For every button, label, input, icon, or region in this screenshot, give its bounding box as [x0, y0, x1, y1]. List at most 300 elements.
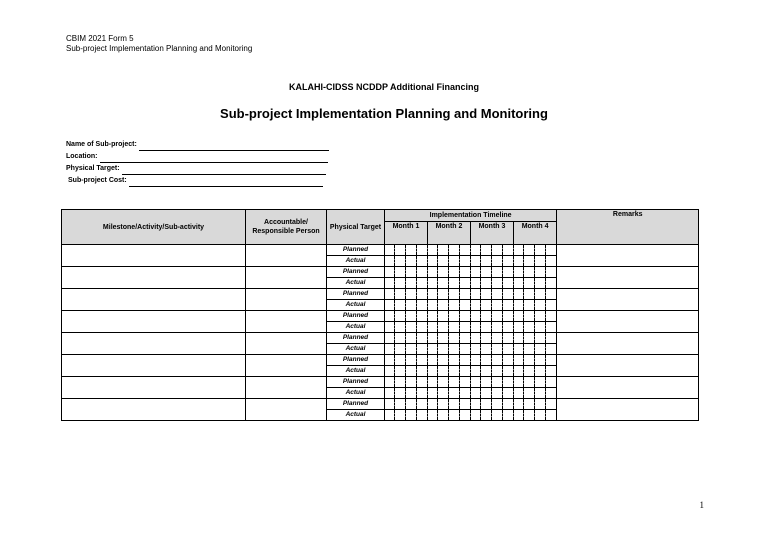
timeline-tick-actual[interactable] — [428, 410, 438, 421]
timeline-tick-planned[interactable] — [492, 245, 503, 256]
timeline-tick-planned[interactable] — [503, 377, 514, 388]
timeline-tick-actual[interactable] — [535, 256, 546, 267]
timeline-tick-planned[interactable] — [385, 355, 395, 366]
timeline-tick-planned[interactable] — [406, 377, 417, 388]
timeline-tick-planned[interactable] — [460, 355, 471, 366]
responsible-cell[interactable] — [246, 311, 327, 333]
milestone-cell[interactable] — [62, 355, 246, 377]
timeline-tick-planned[interactable] — [492, 289, 503, 300]
timeline-tick-planned[interactable] — [428, 267, 438, 278]
timeline-tick-planned[interactable] — [438, 267, 449, 278]
timeline-tick-actual[interactable] — [438, 366, 449, 377]
timeline-tick-planned[interactable] — [385, 267, 395, 278]
timeline-tick-actual[interactable] — [395, 344, 406, 355]
timeline-tick-actual[interactable] — [449, 388, 460, 399]
timeline-tick-actual[interactable] — [492, 388, 503, 399]
timeline-tick-actual[interactable] — [417, 366, 428, 377]
milestone-cell[interactable] — [62, 311, 246, 333]
timeline-tick-planned[interactable] — [460, 289, 471, 300]
remarks-cell[interactable] — [557, 333, 699, 355]
remarks-cell[interactable] — [557, 267, 699, 289]
timeline-tick-planned[interactable] — [514, 289, 524, 300]
timeline-tick-actual[interactable] — [535, 344, 546, 355]
timeline-tick-planned[interactable] — [524, 399, 535, 410]
timeline-tick-actual[interactable] — [503, 322, 514, 333]
timeline-tick-planned[interactable] — [395, 311, 406, 322]
timeline-tick-planned[interactable] — [546, 267, 557, 278]
timeline-tick-planned[interactable] — [481, 245, 492, 256]
timeline-tick-actual[interactable] — [546, 388, 557, 399]
timeline-tick-planned[interactable] — [428, 355, 438, 366]
timeline-tick-actual[interactable] — [481, 388, 492, 399]
timeline-tick-planned[interactable] — [428, 333, 438, 344]
timeline-tick-actual[interactable] — [417, 344, 428, 355]
milestone-cell[interactable] — [62, 245, 246, 267]
timeline-tick-planned[interactable] — [385, 289, 395, 300]
timeline-tick-planned[interactable] — [428, 377, 438, 388]
timeline-tick-actual[interactable] — [385, 388, 395, 399]
actual-label: Actual — [327, 388, 385, 399]
remarks-cell[interactable] — [557, 289, 699, 311]
timeline-tick-planned[interactable] — [535, 377, 546, 388]
timeline-tick-planned[interactable] — [460, 399, 471, 410]
timeline-tick-actual[interactable] — [492, 344, 503, 355]
remarks-cell[interactable] — [557, 245, 699, 267]
timeline-tick-planned[interactable] — [406, 355, 417, 366]
timeline-tick-planned[interactable] — [406, 289, 417, 300]
timeline-tick-planned[interactable] — [514, 377, 524, 388]
timeline-tick-actual[interactable] — [428, 322, 438, 333]
timeline-tick-planned[interactable] — [385, 311, 395, 322]
timeline-tick-planned[interactable] — [481, 399, 492, 410]
timeline-tick-actual[interactable] — [471, 300, 481, 311]
timeline-tick-actual[interactable] — [503, 410, 514, 421]
timeline-tick-actual[interactable] — [492, 256, 503, 267]
timeline-tick-planned[interactable] — [524, 355, 535, 366]
timeline-tick-actual[interactable] — [535, 388, 546, 399]
timeline-tick-actual[interactable] — [428, 300, 438, 311]
timeline-tick-actual[interactable] — [385, 300, 395, 311]
timeline-tick-actual[interactable] — [481, 256, 492, 267]
timeline-tick-actual[interactable] — [514, 256, 524, 267]
timeline-tick-planned[interactable] — [471, 377, 481, 388]
timeline-tick-actual[interactable] — [406, 256, 417, 267]
timeline-tick-planned[interactable] — [438, 289, 449, 300]
timeline-tick-actual[interactable] — [449, 278, 460, 289]
timeline-tick-planned[interactable] — [524, 311, 535, 322]
timeline-tick-actual[interactable] — [460, 256, 471, 267]
remarks-cell[interactable] — [557, 377, 699, 399]
timeline-tick-planned[interactable] — [492, 355, 503, 366]
timeline-tick-planned[interactable] — [535, 399, 546, 410]
responsible-cell[interactable] — [246, 267, 327, 289]
timeline-tick-actual[interactable] — [438, 410, 449, 421]
timeline-tick-actual[interactable] — [417, 410, 428, 421]
timeline-tick-actual[interactable] — [460, 388, 471, 399]
timeline-tick-planned[interactable] — [514, 267, 524, 278]
responsible-cell[interactable] — [246, 377, 327, 399]
timeline-tick-planned[interactable] — [395, 267, 406, 278]
planned-label: Planned — [327, 333, 385, 344]
timeline-tick-planned[interactable] — [449, 289, 460, 300]
timeline-tick-planned[interactable] — [395, 333, 406, 344]
timeline-tick-actual[interactable] — [406, 410, 417, 421]
timeline-tick-planned[interactable] — [395, 355, 406, 366]
timeline-tick-actual[interactable] — [449, 410, 460, 421]
timeline-tick-actual[interactable] — [503, 388, 514, 399]
timeline-tick-planned[interactable] — [503, 267, 514, 278]
timeline-tick-actual[interactable] — [449, 322, 460, 333]
timeline-tick-planned[interactable] — [481, 355, 492, 366]
timeline-tick-actual[interactable] — [481, 366, 492, 377]
timeline-tick-planned[interactable] — [546, 289, 557, 300]
timeline-tick-planned[interactable] — [406, 245, 417, 256]
timeline-tick-planned[interactable] — [514, 333, 524, 344]
timeline-tick-actual[interactable] — [492, 322, 503, 333]
timeline-tick-actual[interactable] — [460, 366, 471, 377]
timeline-tick-actual[interactable] — [460, 300, 471, 311]
timeline-tick-planned[interactable] — [417, 333, 428, 344]
timeline-tick-actual[interactable] — [524, 410, 535, 421]
timeline-tick-planned[interactable] — [449, 333, 460, 344]
timeline-tick-actual[interactable] — [524, 300, 535, 311]
timeline-tick-actual[interactable] — [481, 344, 492, 355]
timeline-tick-planned[interactable] — [395, 399, 406, 410]
timeline-tick-planned[interactable] — [535, 355, 546, 366]
timeline-tick-planned[interactable] — [514, 399, 524, 410]
timeline-tick-actual[interactable] — [406, 300, 417, 311]
remarks-cell[interactable] — [557, 355, 699, 377]
timeline-tick-actual[interactable] — [492, 300, 503, 311]
timeline-tick-actual[interactable] — [395, 388, 406, 399]
timeline-tick-actual[interactable] — [406, 278, 417, 289]
timeline-tick-actual[interactable] — [438, 388, 449, 399]
timeline-tick-planned[interactable] — [492, 311, 503, 322]
milestone-cell[interactable] — [62, 333, 246, 355]
milestone-cell[interactable] — [62, 267, 246, 289]
timeline-tick-planned[interactable] — [524, 333, 535, 344]
timeline-tick-actual[interactable] — [514, 410, 524, 421]
field-blank-line[interactable] — [122, 166, 326, 175]
timeline-tick-planned[interactable] — [428, 311, 438, 322]
timeline-tick-planned[interactable] — [546, 311, 557, 322]
timeline-tick-actual[interactable] — [535, 300, 546, 311]
timeline-tick-planned[interactable] — [449, 399, 460, 410]
timeline-tick-planned[interactable] — [546, 245, 557, 256]
timeline-tick-actual[interactable] — [481, 278, 492, 289]
timeline-tick-actual[interactable] — [428, 344, 438, 355]
timeline-tick-planned[interactable] — [471, 311, 481, 322]
timeline-tick-planned[interactable] — [481, 267, 492, 278]
timeline-tick-actual[interactable] — [503, 366, 514, 377]
timeline-tick-actual[interactable] — [406, 322, 417, 333]
timeline-tick-planned[interactable] — [449, 355, 460, 366]
timeline-tick-actual[interactable] — [503, 278, 514, 289]
responsible-cell[interactable] — [246, 399, 327, 421]
timeline-tick-actual[interactable] — [460, 344, 471, 355]
timeline-tick-actual[interactable] — [406, 388, 417, 399]
timeline-tick-actual[interactable] — [428, 366, 438, 377]
timeline-tick-planned[interactable] — [492, 333, 503, 344]
timeline-tick-actual[interactable] — [535, 278, 546, 289]
timeline-tick-actual[interactable] — [449, 256, 460, 267]
timeline-tick-planned[interactable] — [438, 333, 449, 344]
timeline-tick-planned[interactable] — [471, 355, 481, 366]
timeline-tick-planned[interactable] — [395, 245, 406, 256]
timeline-tick-actual[interactable] — [395, 256, 406, 267]
timeline-tick-actual[interactable] — [546, 410, 557, 421]
timeline-tick-actual[interactable] — [524, 322, 535, 333]
timeline-tick-actual[interactable] — [417, 300, 428, 311]
timeline-tick-actual[interactable] — [492, 410, 503, 421]
remarks-cell[interactable] — [557, 399, 699, 421]
timeline-tick-actual[interactable] — [428, 278, 438, 289]
timeline-tick-actual[interactable] — [449, 366, 460, 377]
timeline-tick-planned[interactable] — [417, 399, 428, 410]
timeline-tick-planned[interactable] — [438, 355, 449, 366]
timeline-tick-planned[interactable] — [438, 377, 449, 388]
activity-row-planned — [62, 377, 699, 388]
timeline-tick-actual[interactable] — [438, 322, 449, 333]
timeline-tick-actual[interactable] — [395, 300, 406, 311]
timeline-tick-planned[interactable] — [546, 399, 557, 410]
timeline-tick-actual[interactable] — [546, 278, 557, 289]
timeline-tick-actual[interactable] — [492, 278, 503, 289]
timeline-tick-planned[interactable] — [449, 377, 460, 388]
timeline-tick-actual[interactable] — [438, 256, 449, 267]
timeline-tick-planned[interactable] — [428, 289, 438, 300]
timeline-tick-planned[interactable] — [460, 267, 471, 278]
timeline-tick-actual[interactable] — [438, 344, 449, 355]
timeline-tick-actual[interactable] — [471, 278, 481, 289]
timeline-tick-planned[interactable] — [438, 245, 449, 256]
timeline-tick-planned[interactable] — [492, 377, 503, 388]
timeline-tick-actual[interactable] — [395, 322, 406, 333]
timeline-tick-actual[interactable] — [417, 322, 428, 333]
timeline-tick-planned[interactable] — [535, 267, 546, 278]
timeline-tick-actual[interactable] — [514, 344, 524, 355]
timeline-tick-actual[interactable] — [524, 344, 535, 355]
timeline-tick-actual[interactable] — [471, 256, 481, 267]
timeline-tick-planned[interactable] — [438, 311, 449, 322]
timeline-tick-planned[interactable] — [460, 311, 471, 322]
timeline-tick-planned[interactable] — [524, 245, 535, 256]
timeline-tick-actual[interactable] — [471, 410, 481, 421]
field-location — [66, 151, 329, 163]
timeline-tick-planned[interactable] — [385, 377, 395, 388]
timeline-tick-actual[interactable] — [514, 278, 524, 289]
timeline-tick-planned[interactable] — [438, 399, 449, 410]
timeline-tick-actual[interactable] — [417, 278, 428, 289]
timeline-tick-actual[interactable] — [514, 300, 524, 311]
timeline-tick-planned[interactable] — [524, 289, 535, 300]
timeline-tick-actual[interactable] — [385, 278, 395, 289]
timeline-tick-planned[interactable] — [406, 333, 417, 344]
timeline-tick-actual[interactable] — [471, 322, 481, 333]
timeline-tick-planned[interactable] — [471, 267, 481, 278]
timeline-tick-planned[interactable] — [492, 399, 503, 410]
timeline-tick-planned[interactable] — [417, 311, 428, 322]
timeline-tick-planned[interactable] — [481, 377, 492, 388]
timeline-tick-planned[interactable] — [449, 311, 460, 322]
timeline-tick-planned[interactable] — [535, 289, 546, 300]
timeline-tick-planned[interactable] — [417, 289, 428, 300]
timeline-tick-actual[interactable] — [503, 344, 514, 355]
timeline-tick-planned[interactable] — [395, 377, 406, 388]
timeline-tick-actual[interactable] — [471, 344, 481, 355]
timeline-tick-planned[interactable] — [428, 245, 438, 256]
timeline-tick-actual[interactable] — [406, 344, 417, 355]
timeline-tick-actual[interactable] — [460, 322, 471, 333]
timeline-tick-planned[interactable] — [514, 311, 524, 322]
timeline-tick-actual[interactable] — [546, 300, 557, 311]
milestone-cell[interactable] — [62, 289, 246, 311]
activity-row-planned — [62, 289, 699, 300]
timeline-tick-actual[interactable] — [460, 410, 471, 421]
timeline-tick-planned[interactable] — [535, 245, 546, 256]
timeline-tick-actual[interactable] — [535, 322, 546, 333]
timeline-tick-actual[interactable] — [546, 322, 557, 333]
form-name: Sub-project Implementation Planning and Monitoring — [66, 44, 253, 53]
timeline-tick-planned[interactable] — [460, 245, 471, 256]
col-month-2: Month 2 — [428, 222, 471, 245]
timeline-tick-planned[interactable] — [481, 311, 492, 322]
timeline-tick-actual[interactable] — [385, 322, 395, 333]
timeline-tick-actual[interactable] — [385, 256, 395, 267]
timeline-tick-actual[interactable] — [481, 322, 492, 333]
timeline-tick-actual[interactable] — [395, 410, 406, 421]
timeline-tick-actual[interactable] — [503, 256, 514, 267]
field-blank-line[interactable] — [100, 154, 328, 163]
timeline-tick-actual[interactable] — [524, 388, 535, 399]
timeline-tick-actual[interactable] — [524, 256, 535, 267]
timeline-tick-actual[interactable] — [428, 388, 438, 399]
timeline-tick-actual[interactable] — [385, 410, 395, 421]
timeline-tick-planned[interactable] — [471, 399, 481, 410]
timeline-tick-planned[interactable] — [524, 377, 535, 388]
timeline-tick-actual[interactable] — [428, 256, 438, 267]
timeline-tick-planned[interactable] — [385, 245, 395, 256]
timeline-tick-planned[interactable] — [503, 399, 514, 410]
planning-table — [61, 209, 699, 421]
timeline-tick-actual[interactable] — [460, 278, 471, 289]
timeline-tick-actual[interactable] — [524, 278, 535, 289]
timeline-tick-planned[interactable] — [406, 267, 417, 278]
timeline-tick-actual[interactable] — [514, 388, 524, 399]
timeline-tick-planned[interactable] — [460, 377, 471, 388]
timeline-tick-planned[interactable] — [449, 245, 460, 256]
timeline-tick-actual[interactable] — [438, 300, 449, 311]
timeline-tick-planned[interactable] — [428, 399, 438, 410]
timeline-tick-planned[interactable] — [503, 355, 514, 366]
timeline-tick-planned[interactable] — [503, 245, 514, 256]
timeline-tick-planned[interactable] — [535, 333, 546, 344]
timeline-tick-actual[interactable] — [535, 366, 546, 377]
timeline-tick-planned[interactable] — [417, 245, 428, 256]
timeline-tick-planned[interactable] — [514, 355, 524, 366]
timeline-tick-planned[interactable] — [471, 289, 481, 300]
page-number: 1 — [699, 500, 704, 510]
milestone-cell[interactable] — [62, 377, 246, 399]
timeline-tick-planned[interactable] — [524, 267, 535, 278]
timeline-tick-planned[interactable] — [385, 333, 395, 344]
activity-row-planned — [62, 245, 699, 256]
actual-label: Actual — [327, 344, 385, 355]
timeline-tick-actual[interactable] — [395, 366, 406, 377]
timeline-tick-planned[interactable] — [417, 267, 428, 278]
activity-row-planned — [62, 333, 699, 344]
timeline-tick-planned[interactable] — [449, 267, 460, 278]
timeline-tick-actual[interactable] — [546, 344, 557, 355]
responsible-cell[interactable] — [246, 333, 327, 355]
timeline-tick-planned[interactable] — [503, 289, 514, 300]
timeline-tick-actual[interactable] — [481, 300, 492, 311]
timeline-tick-actual[interactable] — [438, 278, 449, 289]
timeline-tick-planned[interactable] — [481, 289, 492, 300]
timeline-tick-planned[interactable] — [471, 333, 481, 344]
timeline-tick-actual[interactable] — [546, 366, 557, 377]
timeline-tick-actual[interactable] — [524, 366, 535, 377]
timeline-tick-planned[interactable] — [471, 245, 481, 256]
timeline-tick-planned[interactable] — [417, 355, 428, 366]
timeline-tick-actual[interactable] — [417, 256, 428, 267]
responsible-cell[interactable] — [246, 355, 327, 377]
timeline-tick-actual[interactable] — [385, 344, 395, 355]
timeline-tick-planned[interactable] — [406, 311, 417, 322]
timeline-tick-actual[interactable] — [417, 388, 428, 399]
timeline-tick-actual[interactable] — [492, 366, 503, 377]
timeline-tick-actual[interactable] — [503, 300, 514, 311]
planned-label: Planned — [327, 289, 385, 300]
timeline-tick-planned[interactable] — [417, 377, 428, 388]
timeline-tick-actual[interactable] — [395, 278, 406, 289]
timeline-tick-actual[interactable] — [471, 366, 481, 377]
timeline-tick-planned[interactable] — [546, 355, 557, 366]
timeline-tick-planned[interactable] — [546, 377, 557, 388]
field-label: Physical Target: — [66, 165, 120, 172]
timeline-tick-actual[interactable] — [449, 300, 460, 311]
timeline-tick-actual[interactable] — [471, 388, 481, 399]
timeline-tick-planned[interactable] — [481, 333, 492, 344]
timeline-tick-planned[interactable] — [503, 311, 514, 322]
timeline-tick-planned[interactable] — [503, 333, 514, 344]
timeline-tick-planned[interactable] — [546, 333, 557, 344]
timeline-tick-actual[interactable] — [481, 410, 492, 421]
timeline-tick-planned[interactable] — [535, 311, 546, 322]
timeline-tick-planned[interactable] — [406, 399, 417, 410]
responsible-cell[interactable] — [246, 245, 327, 267]
actual-label: Actual — [327, 366, 385, 377]
timeline-tick-planned[interactable] — [385, 399, 395, 410]
milestone-cell[interactable] — [62, 399, 246, 421]
timeline-tick-planned[interactable] — [492, 267, 503, 278]
timeline-tick-actual[interactable] — [514, 322, 524, 333]
timeline-tick-planned[interactable] — [514, 245, 524, 256]
field-blank-line[interactable] — [139, 142, 329, 151]
timeline-tick-actual[interactable] — [449, 344, 460, 355]
field-blank-line[interactable] — [129, 178, 323, 187]
responsible-cell[interactable] — [246, 289, 327, 311]
timeline-tick-actual[interactable] — [546, 256, 557, 267]
timeline-tick-actual[interactable] — [385, 366, 395, 377]
subproject-info — [66, 139, 329, 187]
remarks-cell[interactable] — [557, 311, 699, 333]
timeline-tick-planned[interactable] — [460, 333, 471, 344]
timeline-tick-planned[interactable] — [395, 289, 406, 300]
timeline-tick-actual[interactable] — [406, 366, 417, 377]
timeline-tick-actual[interactable] — [535, 410, 546, 421]
timeline-tick-actual[interactable] — [514, 366, 524, 377]
